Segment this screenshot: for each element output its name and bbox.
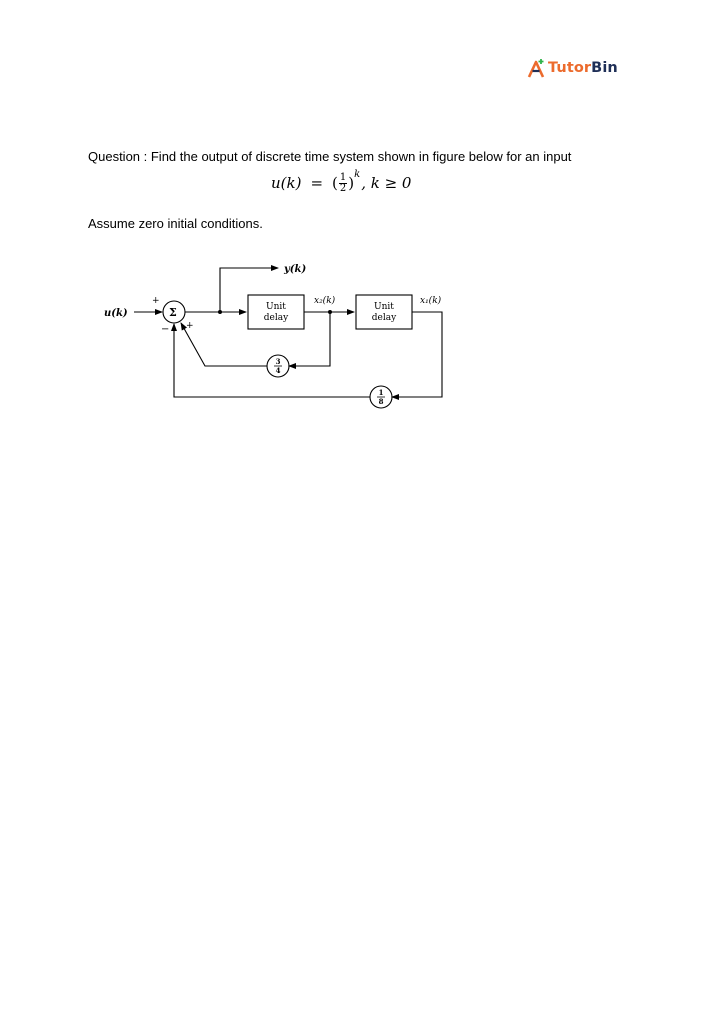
gain2-denominator: 8 (378, 397, 384, 406)
logo-text: TutorBin (548, 60, 618, 76)
gain1-numerator: 3 (275, 357, 281, 366)
gain1-denominator: 4 (275, 366, 281, 375)
gain2-numerator: 1 (378, 388, 384, 397)
fraction-denominator: 2 (339, 182, 347, 194)
junction-dot-x2 (328, 310, 332, 314)
formula-exponent: k (354, 168, 361, 180)
summer-symbol: Σ (169, 306, 177, 319)
formula-paren-close: ) (348, 174, 355, 192)
assumption-text: Assume zero initial conditions. (88, 216, 263, 231)
delay1-label-line1: Unit (266, 302, 286, 312)
summer-sign-right: + (186, 321, 194, 331)
one-eighth-to-summer-line (174, 324, 370, 397)
fraction-numerator: 1 (339, 171, 347, 183)
summer-sign-bottom: − (161, 324, 170, 335)
junction-dot-output (218, 310, 222, 314)
state-x2-label: x₂(k) (314, 296, 336, 306)
formula-lhs: u(k) (271, 174, 302, 192)
summer-sign-top: + (152, 296, 160, 306)
unit-delay-1-box (248, 295, 304, 329)
input-label: u(k) (104, 308, 128, 319)
formula-condition: , k ≥ 0 (361, 174, 412, 192)
output-label: y(k) (284, 264, 307, 275)
question-text: Question : Find the output of discrete time system shown in figure below for an input (88, 149, 572, 164)
state-x1-label: x₁(k) (420, 296, 442, 306)
delay2-label-line1: Unit (374, 302, 394, 312)
unit-delay-2-box (356, 295, 412, 329)
delay1-label-line2: delay (263, 313, 289, 323)
x2-feedback-line (289, 312, 330, 366)
formula-paren-open: ( (332, 174, 338, 192)
x1-feedback-line (392, 312, 442, 397)
delay2-label-line2: delay (371, 313, 397, 323)
formula-equals: = (310, 174, 324, 192)
